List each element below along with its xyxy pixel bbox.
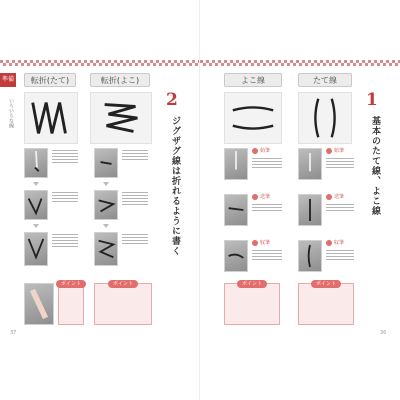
step-photo [298,240,322,272]
point-label: ポイント [311,280,341,288]
point-box [298,283,354,325]
point-box-with-photo [94,283,152,325]
zigzag-vertical-stroke [25,93,77,143]
column-header-tenori-tate: 転折(たて) [24,73,76,87]
checker-border [200,60,400,66]
step-label: 収筆 [334,240,345,246]
point-box [224,283,280,325]
step-label: 始筆 [334,148,345,154]
step-text [52,150,78,163]
step-text [52,234,78,247]
step-text [326,158,354,168]
section-number: 1 [366,90,378,110]
column-header-tate-sen: たて線 [298,73,352,87]
step-photo [224,240,248,272]
vertical-lines-demo [298,92,352,144]
step-icon [252,240,258,246]
step-photo [94,232,118,266]
section-title: 基本のたて線、よこ線 [370,116,380,216]
point-label: ポイント [237,280,267,288]
step-icon [252,194,258,200]
arrow-down-icon [33,224,39,228]
step-text [122,150,148,160]
step-label: 送筆 [334,194,345,200]
zigzag-horizontal-demo [90,92,152,144]
checker-border [0,60,200,66]
page-number: 36 [380,330,387,336]
arrow-down-icon [103,182,109,186]
vertical-strokes [299,93,351,143]
step-photo [298,148,322,180]
step-icon [326,240,332,246]
step-text [326,250,354,260]
point-label: ポイント [108,280,138,288]
step-photo [24,232,48,266]
step-photo [224,194,248,226]
step-photo [298,194,322,226]
step-photo [24,148,48,178]
step-text [252,204,282,211]
step-icon [252,148,258,154]
step-icon [326,148,332,154]
step-text [252,250,282,260]
chapter-tab: 準備 [0,73,16,87]
horizontal-lines-demo [224,92,282,144]
step-text [122,234,148,244]
arrow-down-icon [103,224,109,228]
page-number: 37 [10,330,17,336]
section-title: ジグザグ線は折れるように書く [170,116,180,256]
horizontal-strokes [225,93,281,143]
step-photo [224,148,248,180]
step-text [122,192,148,205]
step-label: 収筆 [260,240,271,246]
hand-photo [24,283,54,325]
step-text [252,158,282,168]
column-header-yoko-sen: よこ線 [224,73,282,87]
arrow-down-icon [33,182,39,186]
point-label: ポイント [56,280,86,288]
column-header-tenori-yoko: 転折(よこ) [90,73,150,87]
zigzag-horizontal-stroke [91,93,151,143]
right-page [200,0,400,400]
zigzag-vertical-demo [24,92,78,144]
step-text [52,192,78,202]
step-photo [24,190,48,220]
step-photo [94,190,118,220]
point-box [58,283,84,325]
section-number: 2 [166,90,178,110]
step-icon [326,194,332,200]
step-label: 送筆 [260,194,271,200]
side-caption: いろいろな線 [8,98,14,128]
step-text [326,204,354,211]
step-photo [94,148,118,178]
step-label: 始筆 [260,148,271,154]
